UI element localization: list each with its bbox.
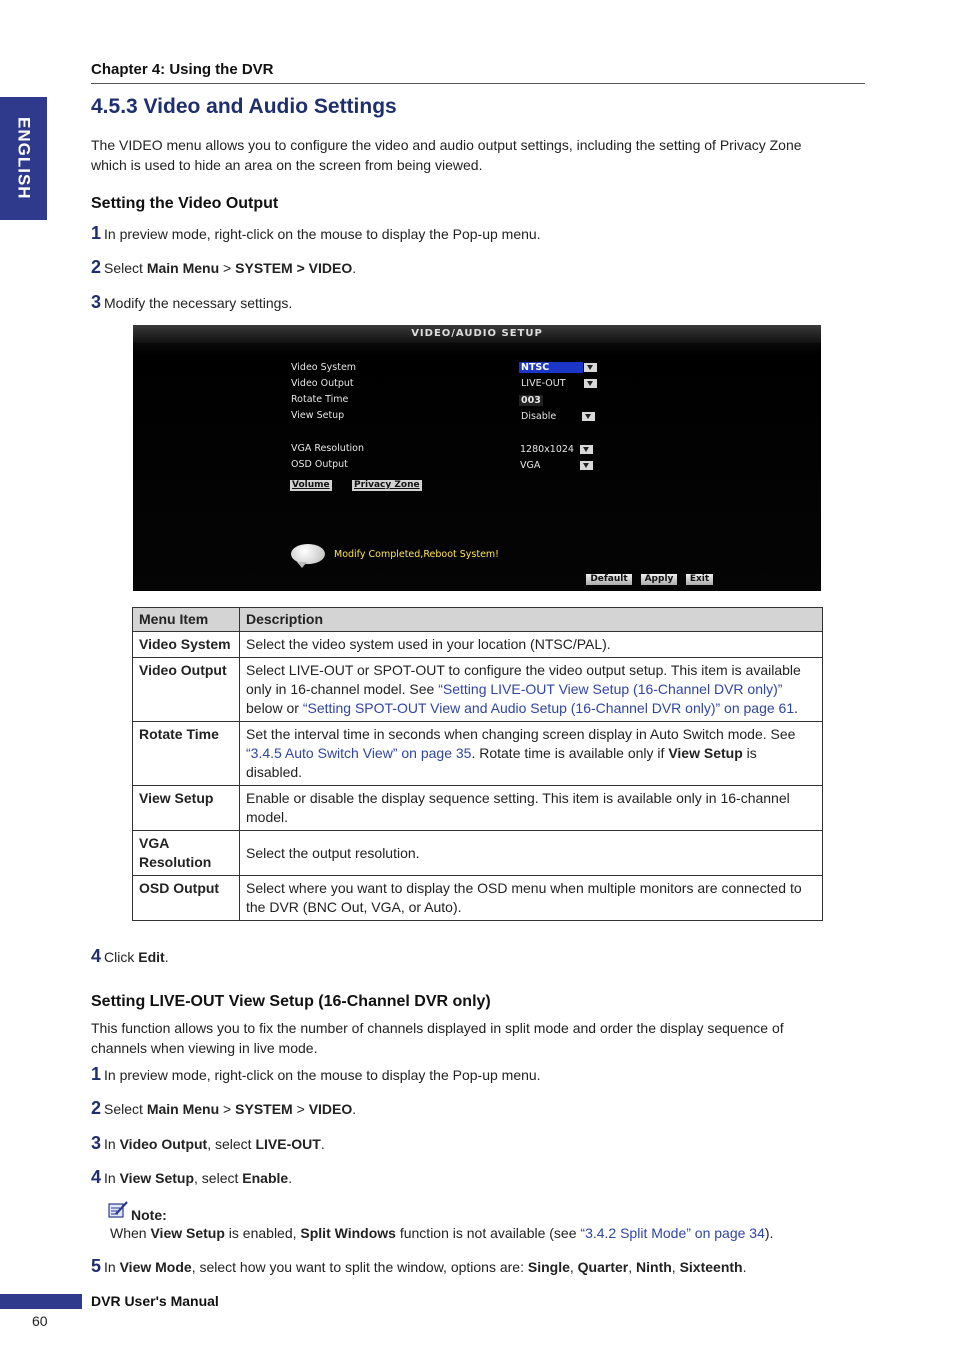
- step-bold: Edit: [138, 949, 165, 965]
- step-number: 2: [91, 257, 102, 277]
- item-line: VGA: [139, 835, 170, 851]
- step-bold: SYSTEM: [235, 1101, 293, 1117]
- intro-line: channels when viewing in live mode.: [91, 1040, 318, 1056]
- speech-bubble-icon: [291, 544, 325, 564]
- desc-bold: View Setup: [668, 745, 743, 761]
- chapter-header: Chapter 4: Using the DVR: [91, 61, 274, 78]
- step-bold: Enable: [242, 1170, 289, 1186]
- step-text: Modify the necessary settings.: [104, 295, 293, 311]
- step-text: In: [104, 1259, 120, 1275]
- step-bold: VIDEO: [308, 1101, 353, 1117]
- table-cell-item: Rotate Time: [133, 722, 240, 786]
- table-header-row: [133, 608, 823, 632]
- step-number: 3: [91, 292, 102, 312]
- default-button[interactable]: Default: [586, 574, 632, 585]
- desc-text: is disabled.: [246, 745, 757, 780]
- footer-title: DVR User's Manual: [91, 1293, 219, 1309]
- table-cell-item: Video Output: [133, 658, 240, 722]
- page-number: 60: [32, 1313, 48, 1329]
- table-cell-desc: [240, 658, 823, 722]
- note-segment: ).: [764, 1225, 774, 1241]
- step-number: 1: [91, 223, 102, 243]
- step-text: In: [104, 1136, 120, 1152]
- status-message: Modify Completed,Reboot System!: [334, 549, 499, 560]
- step-text: .: [352, 1101, 357, 1117]
- exit-button[interactable]: Exit: [686, 574, 713, 585]
- table-cell-item: Video System: [133, 632, 240, 658]
- step-bold: SYSTEM > VIDEO: [235, 260, 353, 276]
- step-3: [91, 1133, 325, 1154]
- step-text: .: [164, 949, 169, 965]
- step-text: ,: [671, 1259, 680, 1275]
- step-bold: Single: [527, 1259, 570, 1275]
- screen-label-rotate-time: Rotate Time: [291, 394, 349, 405]
- screen-label-view-setup: View Setup: [291, 410, 345, 421]
- footer-bar: [0, 1294, 82, 1309]
- step-text: , select: [194, 1170, 243, 1186]
- intro-line: which is used to hide an area on the screen from being viewed.: [91, 157, 483, 173]
- step-text: .: [352, 260, 357, 276]
- note-bold: View Setup: [150, 1225, 225, 1241]
- note-segment: is enabled,: [224, 1225, 301, 1241]
- screen-title: VIDEO/AUDIO SETUP: [133, 325, 821, 343]
- table-cell-desc: Select where you want to display the OSD menu when multiple monitors are connected to the DVR (BNC Out, VGA, or Auto).: [240, 876, 823, 921]
- note-segment: When: [110, 1225, 151, 1241]
- screen-value-osd-output[interactable]: VGA: [520, 460, 541, 471]
- screen-value-view-setup[interactable]: Disable: [521, 411, 557, 422]
- language-tab-label: ENGLISH: [14, 117, 34, 200]
- step-bold: Quarter: [577, 1259, 629, 1275]
- desc-text: Select LIVE-OUT or SPOT-OUT to configure the video output setup. This item is available only in 16-channel model. See: [246, 662, 801, 697]
- table-row: [133, 722, 823, 786]
- desc-text: Set the interval time in seconds when changing screen display in Auto Switch mode. See: [246, 726, 796, 742]
- table-row: [133, 876, 823, 921]
- cross-reference-link[interactable]: “3.4.2 Split Mode” on page 34: [580, 1225, 765, 1241]
- section-title: 4.5.3 Video and Audio Settings: [91, 95, 397, 118]
- step-bold: Main Menu: [146, 260, 220, 276]
- step-text: >: [219, 1101, 236, 1117]
- volume-tab-button[interactable]: Volume: [292, 480, 330, 490]
- step-number: 4: [91, 1167, 102, 1187]
- step-number: 3: [91, 1133, 102, 1153]
- table-cell-desc: Enable or disable the display sequence setting. This item is available only in 16-channel model.: [240, 786, 823, 831]
- screen-label-video-system: Video System: [291, 362, 357, 373]
- language-tab: [0, 97, 47, 220]
- menu-description-table: [132, 607, 823, 921]
- dropdown-arrow-icon[interactable]: [584, 363, 597, 372]
- step-text: Click: [104, 949, 139, 965]
- step-number: 2: [91, 1098, 102, 1118]
- table-header-cell: Description: [240, 608, 823, 632]
- note-pencil-icon: [108, 1201, 129, 1219]
- step-number: 1: [91, 1064, 102, 1084]
- step-text: >: [292, 1101, 309, 1117]
- apply-button[interactable]: Apply: [641, 574, 677, 585]
- step-text: Select: [104, 260, 147, 276]
- note-segment: function is not available (see: [395, 1225, 581, 1241]
- live-out-intro: [91, 1018, 784, 1058]
- screen-value-video-output[interactable]: LIVE-OUT: [521, 378, 566, 389]
- subheading-video-output: Setting the Video Output: [91, 195, 279, 212]
- step-4: [91, 946, 169, 967]
- screen-label-vga-resolution: VGA Resolution: [291, 443, 365, 454]
- step-bold: Video Output: [119, 1136, 208, 1152]
- subheading-live-out: Setting LIVE-OUT View Setup (16-Channel DVR only): [91, 993, 491, 1010]
- step-bold: View Setup: [119, 1170, 195, 1186]
- dvr-setup-screenshot: [133, 325, 821, 591]
- cross-reference-link[interactable]: “Setting LIVE-OUT View Setup (16-Channel DVR only)”: [438, 681, 783, 697]
- dropdown-arrow-icon[interactable]: [580, 461, 593, 470]
- step-bold: View Mode: [119, 1259, 192, 1275]
- step-4: [91, 1167, 292, 1188]
- step-text: In preview mode, right-click on the mouse to display the Pop-up menu.: [104, 1067, 541, 1083]
- intro-line: This function allows you to fix the number of channels displayed in split mode and order the display sequence of: [91, 1020, 784, 1036]
- step-text: , select how you want to split the window, options are:: [191, 1259, 528, 1275]
- step-text: ,: [569, 1259, 578, 1275]
- step-bold: Main Menu: [146, 1101, 220, 1117]
- screen-value-vga-resolution[interactable]: 1280x1024: [520, 444, 574, 455]
- step-text: In: [104, 1170, 120, 1186]
- desc-text: .: [794, 700, 799, 716]
- step-2: [91, 257, 356, 278]
- dropdown-arrow-icon[interactable]: [580, 445, 593, 454]
- table-header-cell: Menu Item: [133, 608, 240, 632]
- table-cell-item: View Setup: [133, 786, 240, 831]
- cross-reference-link[interactable]: “3.4.5 Auto Switch View” on page 35: [246, 745, 472, 761]
- step-bold: Sixteenth: [679, 1259, 743, 1275]
- screen-label-video-output: Video Output: [291, 378, 354, 389]
- table-cell-item: OSD Output: [133, 876, 240, 921]
- step-1: [91, 223, 541, 244]
- step-number: 4: [91, 946, 102, 966]
- step-text: .: [320, 1136, 325, 1152]
- table-row: [133, 786, 823, 831]
- table-row: [133, 658, 823, 722]
- dropdown-arrow-icon[interactable]: [582, 412, 595, 421]
- step-number: 5: [91, 1256, 102, 1276]
- note-text: [110, 1225, 773, 1241]
- step-text: In preview mode, right-click on the mouse to display the Pop-up menu.: [104, 226, 541, 242]
- step-bold: Ninth: [636, 1259, 672, 1275]
- step-text: Select: [104, 1101, 147, 1117]
- screen-label-osd-output: OSD Output: [291, 459, 348, 470]
- table-cell-desc: Select the output resolution.: [240, 831, 823, 876]
- step-text: , select: [207, 1136, 256, 1152]
- step-text: .: [742, 1259, 747, 1275]
- step-text: >: [219, 260, 236, 276]
- table-cell-desc: [240, 722, 823, 786]
- table-cell-desc: Select the video system used in your location (NTSC/PAL).: [240, 632, 823, 658]
- step-5: [91, 1256, 746, 1277]
- dropdown-arrow-icon[interactable]: [584, 379, 597, 388]
- note-label: Note:: [131, 1207, 167, 1223]
- intro-paragraph: [91, 135, 802, 175]
- step-1: [91, 1064, 541, 1085]
- header-rule: [91, 83, 865, 84]
- step-bold: LIVE-OUT: [255, 1136, 321, 1152]
- privacy-zone-tab-button[interactable]: Privacy Zone: [354, 480, 420, 490]
- step-2: [91, 1098, 356, 1119]
- step-3: [91, 292, 292, 313]
- step-text: .: [288, 1170, 293, 1186]
- screen-value-video-system[interactable]: NTSC: [519, 362, 583, 373]
- table-cell-item: [133, 831, 240, 876]
- item-line: Resolution: [139, 854, 212, 870]
- cross-reference-link[interactable]: “Setting SPOT-OUT View and Audio Setup (16-Channel DVR only)” on page 61: [302, 700, 795, 716]
- desc-text: below or: [246, 700, 303, 716]
- note-bold: Split Windows: [300, 1225, 396, 1241]
- intro-line: The VIDEO menu allows you to configure the video and audio output settings, including the setting of Privacy Zone: [91, 137, 802, 153]
- desc-text: . Rotate time is available only if: [471, 745, 669, 761]
- step-text: ,: [628, 1259, 637, 1275]
- table-row: [133, 632, 823, 658]
- screen-value-rotate-time[interactable]: 003: [519, 395, 543, 406]
- table-row: [133, 831, 823, 876]
